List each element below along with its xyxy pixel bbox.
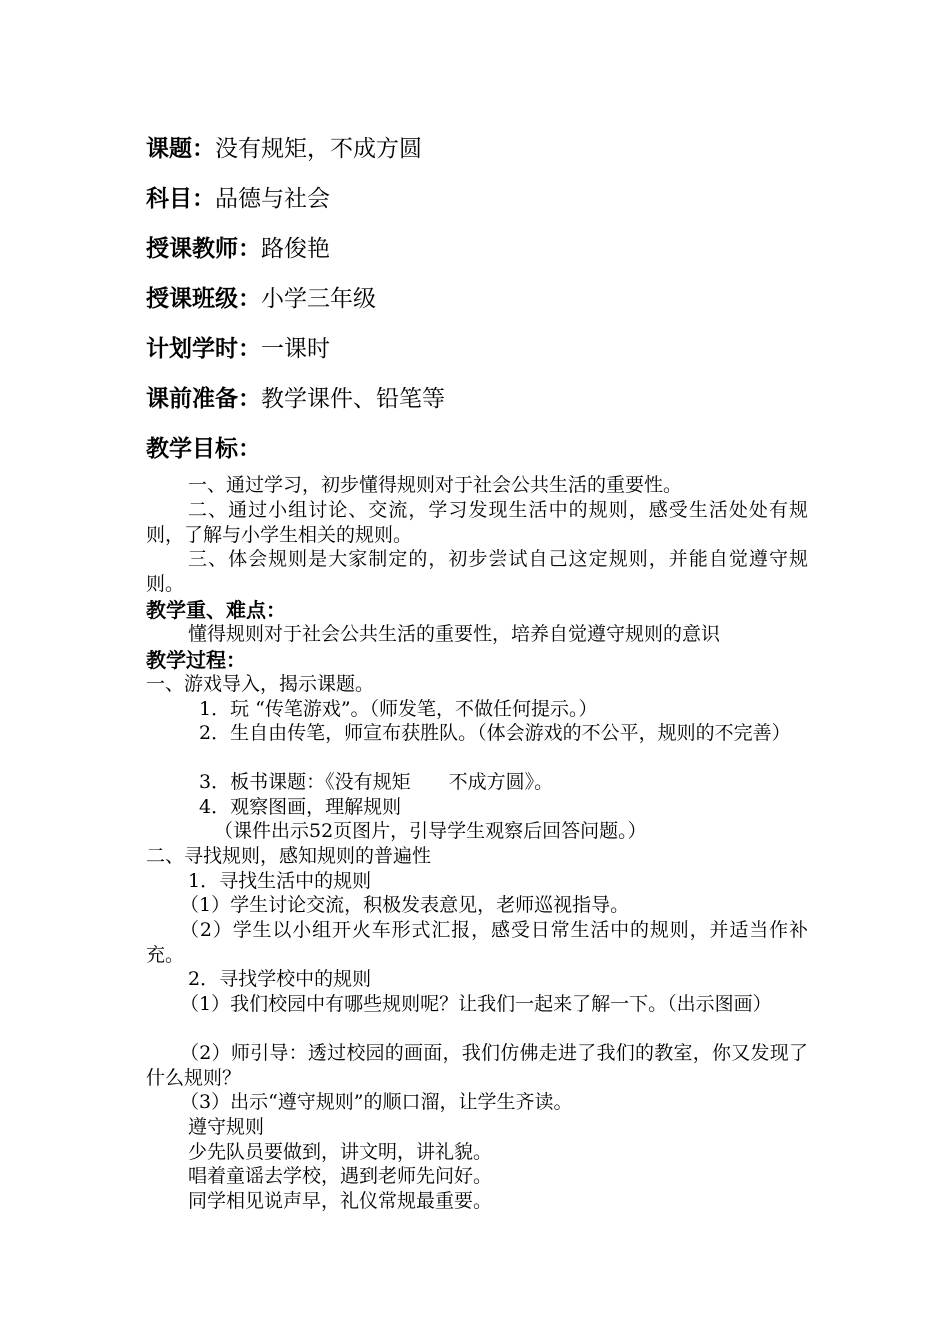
process-step-1-1: 1．玩 “传笔游戏”。（师发笔，不做任何提示。）	[199, 698, 598, 720]
meta-prep	[146, 384, 445, 414]
poem-line-3: 同学相见说声早，礼仪常规最重要。	[188, 1190, 493, 1212]
topic-label: 课题：	[146, 135, 215, 162]
poem-line-1: 少先队员要做到，讲文明，讲礼貌。	[188, 1141, 493, 1163]
subject-value: 品德与社会	[215, 186, 330, 212]
poem-title: 遵守规则	[188, 1116, 265, 1138]
process-step-2-2-3: （3）出示“遵守规则”的顺口溜，让学生齐读。	[180, 1091, 573, 1113]
class-value: 小学三年级	[261, 286, 376, 312]
goal-1: 一、通过学习，初步懂得规则对于社会公共生活的重要性。	[188, 474, 683, 496]
process-step-2-2: 2．寻找学校中的规则	[188, 968, 372, 990]
class-label: 授课班级：	[146, 285, 261, 312]
process-step-1-4-note: （课件出示52页图片，引导学生观察后回答问题。）	[214, 820, 647, 842]
process-step-2-2-2: （2）师引导：透过校园的画面，我们仿佛走进了我们的教室，你又发现了什么规则？	[146, 1042, 808, 1089]
key-points-heading: 教学重、难点：	[146, 598, 286, 622]
hours-label: 计划学时：	[146, 335, 261, 362]
process-step-1-2: 2．生自由传笔，师宣布获胜队。（体会游戏的不公平，规则的不完善）	[199, 722, 791, 744]
teacher-value: 路俊艳	[261, 236, 330, 262]
goal-2: 二、通过小组讨论、交流，学习发现生活中的规则，感受生活处处有规则，了解与小学生相关的规则。	[146, 499, 808, 546]
process-step-1-3: 3．板书课题：《没有规矩 不成方圆》。	[199, 771, 554, 793]
process-step-2: 二、寻找规则，感知规则的普遍性	[146, 845, 432, 867]
prep-value: 教学课件、铅笔等	[261, 386, 445, 412]
poem-line-2: 唱着童谣去学校，遇到老师先问好。	[188, 1165, 493, 1187]
goals-heading: 教学目标：	[146, 435, 261, 462]
process-step-2-1-1: （1）学生讨论交流，积极发表意见，老师巡视指导。	[180, 894, 630, 916]
process-step-2-1: 1．寻找生活中的规则	[188, 870, 372, 892]
hours-value: 一课时	[261, 336, 330, 362]
process-step-1: 一、游戏导入，揭示课题。	[146, 673, 375, 695]
process-heading: 教学过程：	[146, 648, 246, 672]
topic-value: 没有规矩，不成方圆	[215, 136, 422, 162]
process-step-2-1-2: （2）学生以小组开火车形式汇报，感受日常生活中的规则，并适当作补充。	[146, 919, 808, 966]
meta-class	[146, 284, 376, 314]
key-points-text: 懂得规则对于社会公共生活的重要性，培养自觉遵守规则的意识	[188, 623, 721, 645]
meta-subject	[146, 184, 330, 214]
teacher-label: 授课教师：	[146, 235, 261, 262]
goal-3: 三、体会规则是大家制定的，初步尝试自己这定规则，并能自觉遵守规则。	[146, 548, 808, 595]
meta-topic	[146, 134, 422, 164]
meta-hours	[146, 334, 330, 364]
process-step-2-2-1: （1）我们校园中有哪些规则呢？让我们一起来了解一下。（出示图画）	[180, 993, 772, 1015]
meta-teacher	[146, 234, 330, 264]
subject-label: 科目：	[146, 185, 215, 212]
prep-label: 课前准备：	[146, 385, 261, 412]
process-step-1-4: 4．观察图画，理解规则	[199, 796, 402, 818]
